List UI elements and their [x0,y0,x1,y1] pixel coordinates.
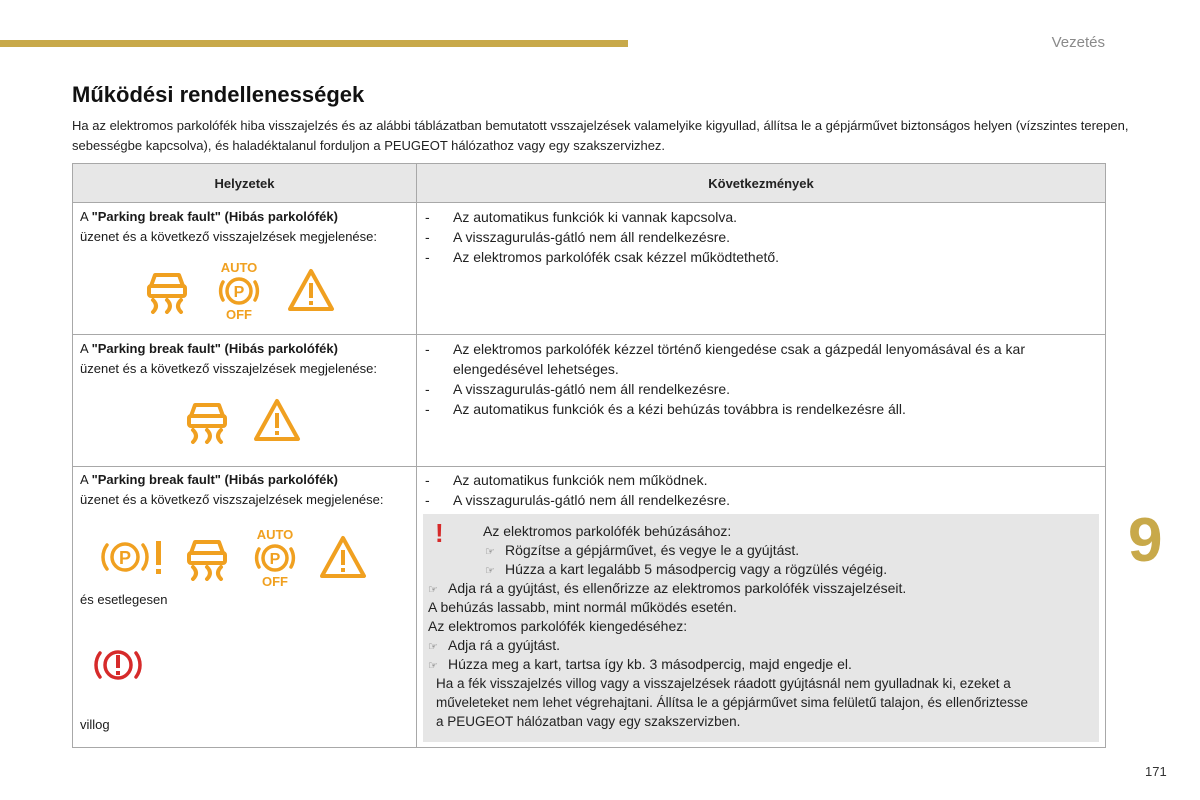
engage-title: Az elektromos parkolófék behúzásához: [483,523,732,539]
check-line: ☞ Adja rá a gyújtást, és ellenőrizze az elektromos parkolófék visszajelzéseit. [428,579,906,600]
table-header [73,164,1105,203]
slow-line: A behúzás lassabb, mint normál működés esetén. [428,599,737,615]
list-item: - Az elektromos parkolófék csak kézzel működtethető. [423,247,1093,267]
table-row-3-icons [101,527,367,587]
table-row-3-condition: A "Parking break fault" (Hibás parkolófék) üzenet és a következő viszszajelzések megjelenése: [80,472,384,507]
list-item: - A visszagurulás-gátló nem áll rendelkezésre. [423,379,1093,399]
instructions-note-box [423,514,1099,742]
row-divider [73,334,1105,335]
page-number: 171 [1145,764,1167,779]
pointing-hand-icon: ☞ [428,641,438,653]
skid-warning-icon [183,396,231,444]
warning-triangle-icon [287,268,335,312]
column-divider [416,164,417,747]
page-title: Működési rendellenességek [72,82,365,107]
svg-text:P: P [233,284,245,301]
section-title: Vezetés [1051,34,1105,51]
table-row-3-consequences [423,470,1093,510]
column-header-consequences: Következmények [708,176,814,191]
skid-warning-icon [183,533,231,581]
svg-text:P: P [118,548,132,568]
svg-text:OFF: OFF [226,307,252,320]
pointing-hand-icon: ☞ [485,546,495,558]
table-row-2-icons [183,396,301,444]
table-row-2-condition: A "Parking break fault" (Hibás parkolófék) üzenet és a következő visszajelzések megjelenése: [80,341,377,376]
pointing-hand-icon: ☞ [428,584,438,596]
brake-warning-icon [93,644,143,691]
warning-triangle-icon [253,398,301,442]
list-item: - Az automatikus funkciók ki vannak kapcsolva. [423,207,1093,227]
warning-line: műveleteket nem lehet végrehajtani. Állítsa le a gépjárművet sima felületű talajon, és ellenőriztesse [436,695,1029,710]
list-item: - Az elektromos parkolófék kézzel történő kiengedése csak a gázpedál lenyomásával és a kar elengedésével lehetséges. [423,339,1093,379]
release-title: Az elektromos parkolófék kiengedéséhez: [428,618,688,634]
list-item: - A visszagurulás-gátló nem áll rendelkezésre. [423,490,1093,510]
park-brake-fault-icon [101,535,165,579]
list-item: - Az automatikus funkciók nem működnek. [423,470,1093,490]
release-step: ☞ Húzza meg a kart, tartsa így kb. 3 másodpercig, majd engedje el. [428,655,852,676]
list-item: - A visszagurulás-gátló nem áll rendelkezésre. [423,227,1093,247]
warning-line: Ha a fék visszajelzés villog vagy a visszajelzések ráadott gyújtásnál nem gyulladnak ki, ezeket a [436,676,1011,691]
malfunction-table [72,163,1106,748]
intro-paragraph: Ha az elektromos parkolófék hiba visszajelzés és az alábbi táblázatban bemutatott vsszajelzések valamelyike kigyullad, állítsa le a gépjárművet biztonságos helyen (vízszintes terepen, sebességbe kapcsolva), és haladéktalanul forduljon a PEUGEOT hálózathoz vagy egy szakszervizhez. [72,118,1129,153]
exclamation-icon: ! [435,518,444,548]
auto-p-off-icon [249,527,301,587]
table-row-1-icons [143,260,335,320]
pointing-hand-icon: ☞ [485,565,495,577]
skid-warning-icon [143,266,191,314]
row-divider [73,466,1105,467]
blink-label: villog [80,717,110,732]
svg-text:AUTO: AUTO [220,260,258,275]
table-row-1-condition: A "Parking break fault" (Hibás parkolófék) üzenet és a következő visszajelzések megjelenése: [80,209,377,244]
engage-step: ☞ Rögzítse a gépjárművet, és vegye le a gyújtást. [485,541,799,562]
auto-p-off-icon [213,260,265,320]
svg-text:OFF: OFF [262,574,288,587]
list-item: - Az automatikus funkciók és a kézi behúzás továbbra is rendelkezésre áll. [423,399,1093,419]
svg-text:P: P [269,551,281,568]
header-accent-bar [0,40,628,47]
release-step: ☞ Adja rá a gyújtást. [428,636,560,657]
possibly-label: és esetlegesen [80,592,168,607]
table-row-2-consequences [423,339,1093,419]
pointing-hand-icon: ☞ [428,660,438,672]
chapter-number: 9 [1128,506,1163,575]
column-header-situations: Helyzetek [214,176,275,191]
svg-text:AUTO: AUTO [256,527,294,542]
engage-step: ☞ Húzza a kart legalább 5 másodpercig vagy a rögzülés végéig. [485,560,887,581]
table-row-1-consequences [423,207,1093,267]
warning-triangle-icon [319,535,367,579]
warning-line: a PEUGEOT hálózatban vagy egy szakszervizben. [436,714,741,729]
